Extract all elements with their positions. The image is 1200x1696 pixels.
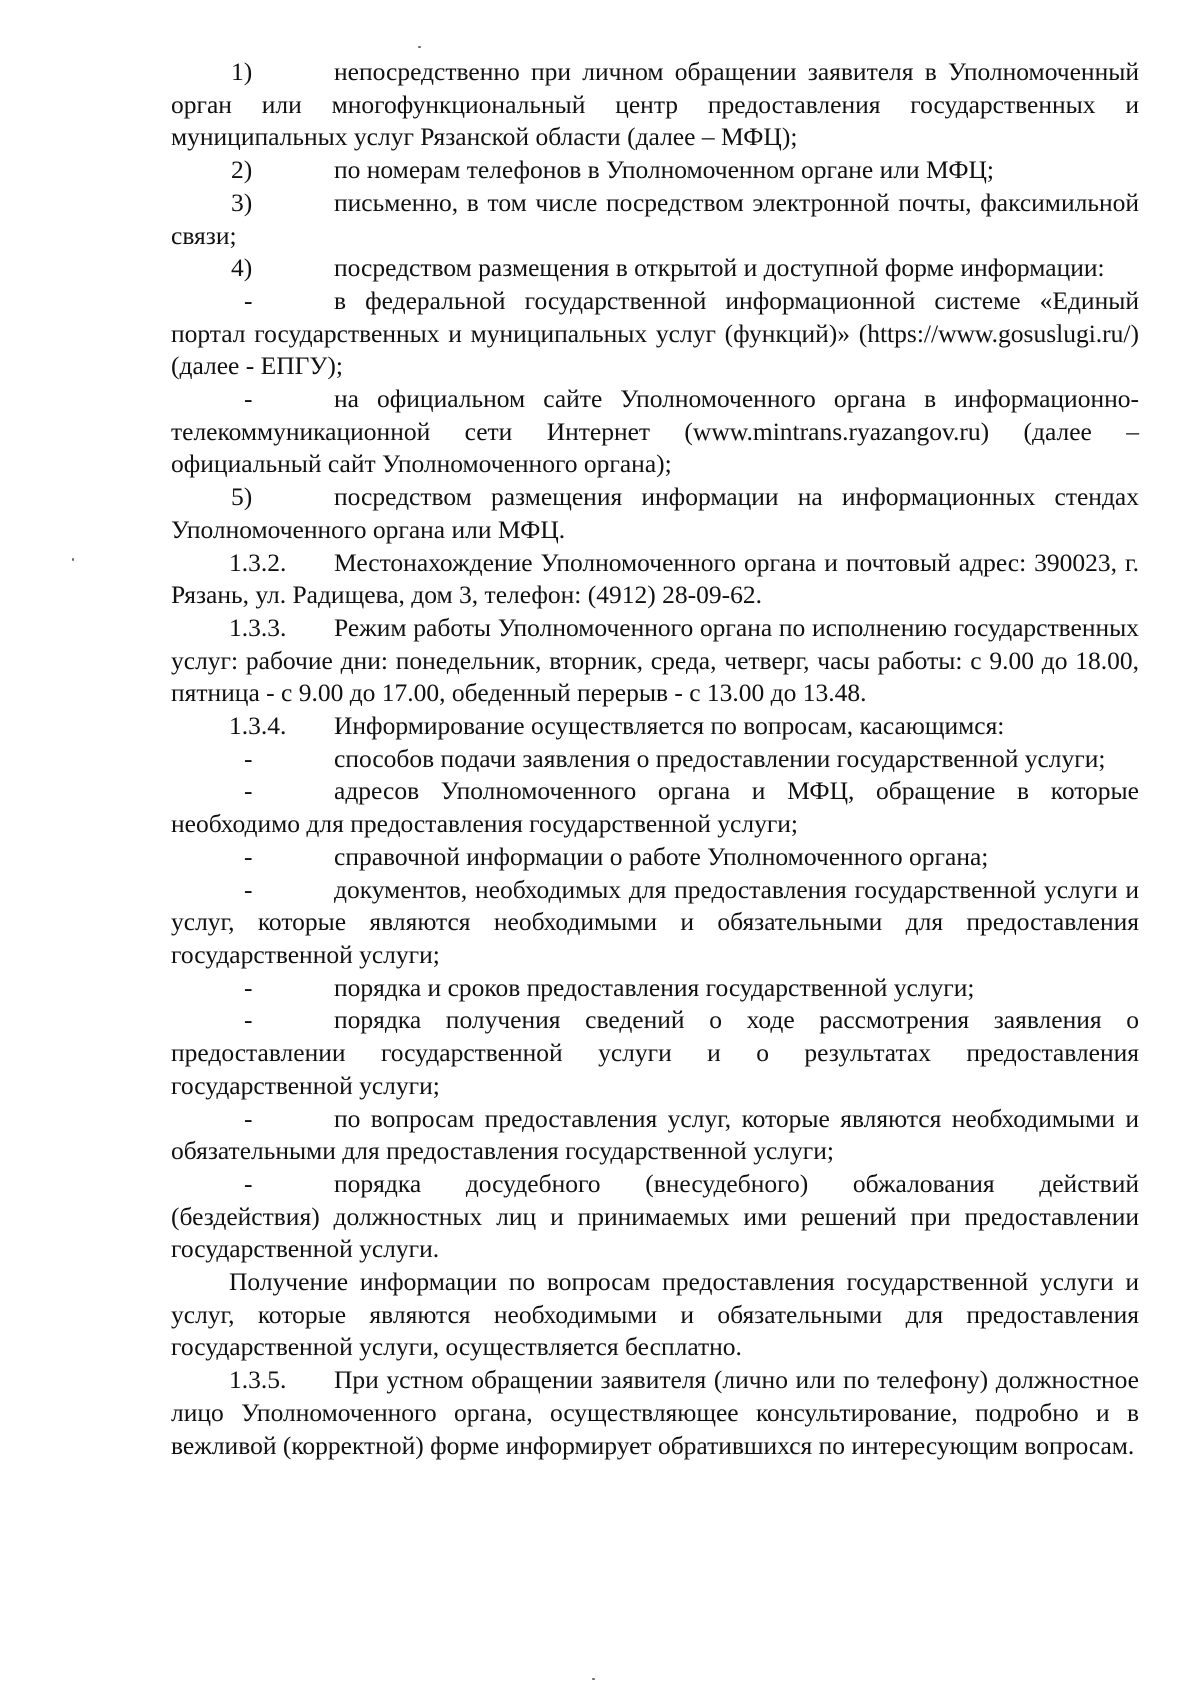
- section-1-3-5: [171, 1364, 1139, 1462]
- section-1-3-4: [171, 710, 1139, 743]
- document-page: [171, 56, 1139, 1462]
- item-text: порядка и сроков предоставления государственной услуги;: [334, 972, 975, 1002]
- bullet-item: [171, 841, 1139, 874]
- item-text: на официальном сайте Уполномоченного органа в информационно-телекоммуникационной сети Интернет (www.mintrans.ryazangov.ru) (далее – официальный сайт Уполномоченного органа);: [171, 384, 1139, 479]
- item-marker: -: [244, 1005, 253, 1035]
- section-text: Информирование осуществляется по вопросам, касающимся:: [334, 711, 1005, 741]
- item-text: непосредственно при личном обращении заявителя в Уполномоченный орган или многофункциональный центр предоставления государственных и муниципальных услуг Рязанской области (далее – МФЦ);: [171, 57, 1139, 152]
- item-marker: -: [244, 1168, 253, 1198]
- paragraph-free-information: [171, 1266, 1139, 1364]
- list-item-4: [171, 252, 1139, 285]
- bullet-item: [171, 1103, 1139, 1168]
- item-text: справочной информации о работе Уполномоченного органа;: [334, 841, 989, 871]
- item-marker: -: [244, 776, 253, 806]
- item-marker: -: [244, 874, 253, 904]
- paragraph-text: Получение информации по вопросам предоставления государственной услуги и услуг, которые являются необходимыми и обязательными для предоставления государственной услуги, осуществляется бесплатно.: [171, 1267, 1139, 1362]
- section-text: Режим работы Уполномоченного органа по исполнению государственных услуг: рабочие дни: понедельник, вторник, среда, четверг, часы работы: с 9.00 до 18.00, пятница - с 9.00 до 17.00, обеденный перерыв - с 13.00 до 13.48.: [171, 612, 1139, 708]
- section-number: 1.3.4.: [229, 711, 287, 741]
- scan-speck: [418, 46, 421, 48]
- section-text: При устном обращении заявителя (лично или по телефону) должностное лицо Уполномоченного органа, осуществляющее консультирование, подробно и в вежливой (корректной) форме информирует обратившихся по интересующим вопросам.: [171, 1365, 1139, 1460]
- list-item-5: [171, 481, 1139, 546]
- item-text: по номерам телефонов в Уполномоченном органе или МФЦ;: [334, 155, 994, 185]
- section-text: Местонахождение Уполномоченного органа и почтовый адрес: 390023, г. Рязань, ул. Радищева, дом 3, телефон: (4912) 28-09-62.: [171, 547, 1139, 610]
- item-marker: 2): [231, 155, 253, 185]
- item-marker: 4): [231, 253, 253, 283]
- list-item-3: [171, 187, 1139, 252]
- item-text: письменно, в том числе посредством электронной почты, факсимильной связи;: [171, 187, 1139, 250]
- item-text: порядка досудебного (внесудебного) обжалования действий (бездействия) должностных лиц и принимаемых ими решений при предоставлении государственной услуги.: [171, 1168, 1139, 1264]
- bullet-item: [171, 874, 1139, 972]
- item-marker: -: [244, 841, 253, 871]
- item-marker: -: [244, 1103, 253, 1133]
- item-text: по вопросам предоставления услуг, которые являются необходимыми и обязательными для предоставления государственной услуги;: [171, 1103, 1139, 1166]
- item-marker: -: [244, 743, 253, 773]
- bullet-item: [171, 972, 1139, 1005]
- item-text: адресов Уполномоченного органа и МФЦ, обращение в которые необходимо для предоставления государственной услуги;: [171, 776, 1139, 839]
- section-number: 1.3.2.: [229, 547, 287, 577]
- item-text: документов, необходимых для предоставления государственной услуги и услуг, которые являются необходимыми и обязательными для предоставления государственной услуги;: [171, 874, 1139, 969]
- item-marker: -: [244, 384, 253, 414]
- bullet-item: [171, 383, 1139, 481]
- list-item-1: [171, 56, 1139, 154]
- item-marker: -: [244, 972, 253, 1002]
- item-marker: -: [244, 285, 253, 315]
- item-text: порядка получения сведений о ходе рассмотрения заявления о предоставлении государственной услуги и о результатах предоставления государственной услуги;: [171, 1005, 1139, 1100]
- item-marker: 3): [231, 187, 253, 217]
- scan-speck: [592, 1678, 595, 1680]
- bullet-item: [171, 743, 1139, 776]
- bullet-item: [171, 285, 1139, 383]
- bullet-item: [171, 775, 1139, 840]
- scan-speck: [72, 558, 74, 561]
- bullet-item: [171, 1168, 1139, 1266]
- item-text: посредством размещения информации на информационных стендах Уполномоченного органа или МФЦ.: [171, 482, 1139, 544]
- section-1-3-2: [171, 547, 1139, 612]
- list-item-2: [171, 154, 1139, 187]
- item-text: способов подачи заявления о предоставлении государственной услуги;: [334, 743, 1106, 773]
- item-marker: 5): [231, 482, 253, 512]
- section-number: 1.3.3.: [229, 612, 287, 642]
- section-number: 1.3.5.: [229, 1365, 287, 1395]
- item-marker: 1): [231, 57, 253, 86]
- section-1-3-3: [171, 612, 1139, 710]
- bullet-item: [171, 1004, 1139, 1102]
- item-text: в федеральной государственной информационной системе «Единый портал государственных и муниципальных услуг (функций)» (https://www.gosuslugi.ru/) (далее - ЕПГУ);: [171, 285, 1139, 381]
- item-text: посредством размещения в открытой и доступной форме информации:: [334, 253, 1105, 283]
